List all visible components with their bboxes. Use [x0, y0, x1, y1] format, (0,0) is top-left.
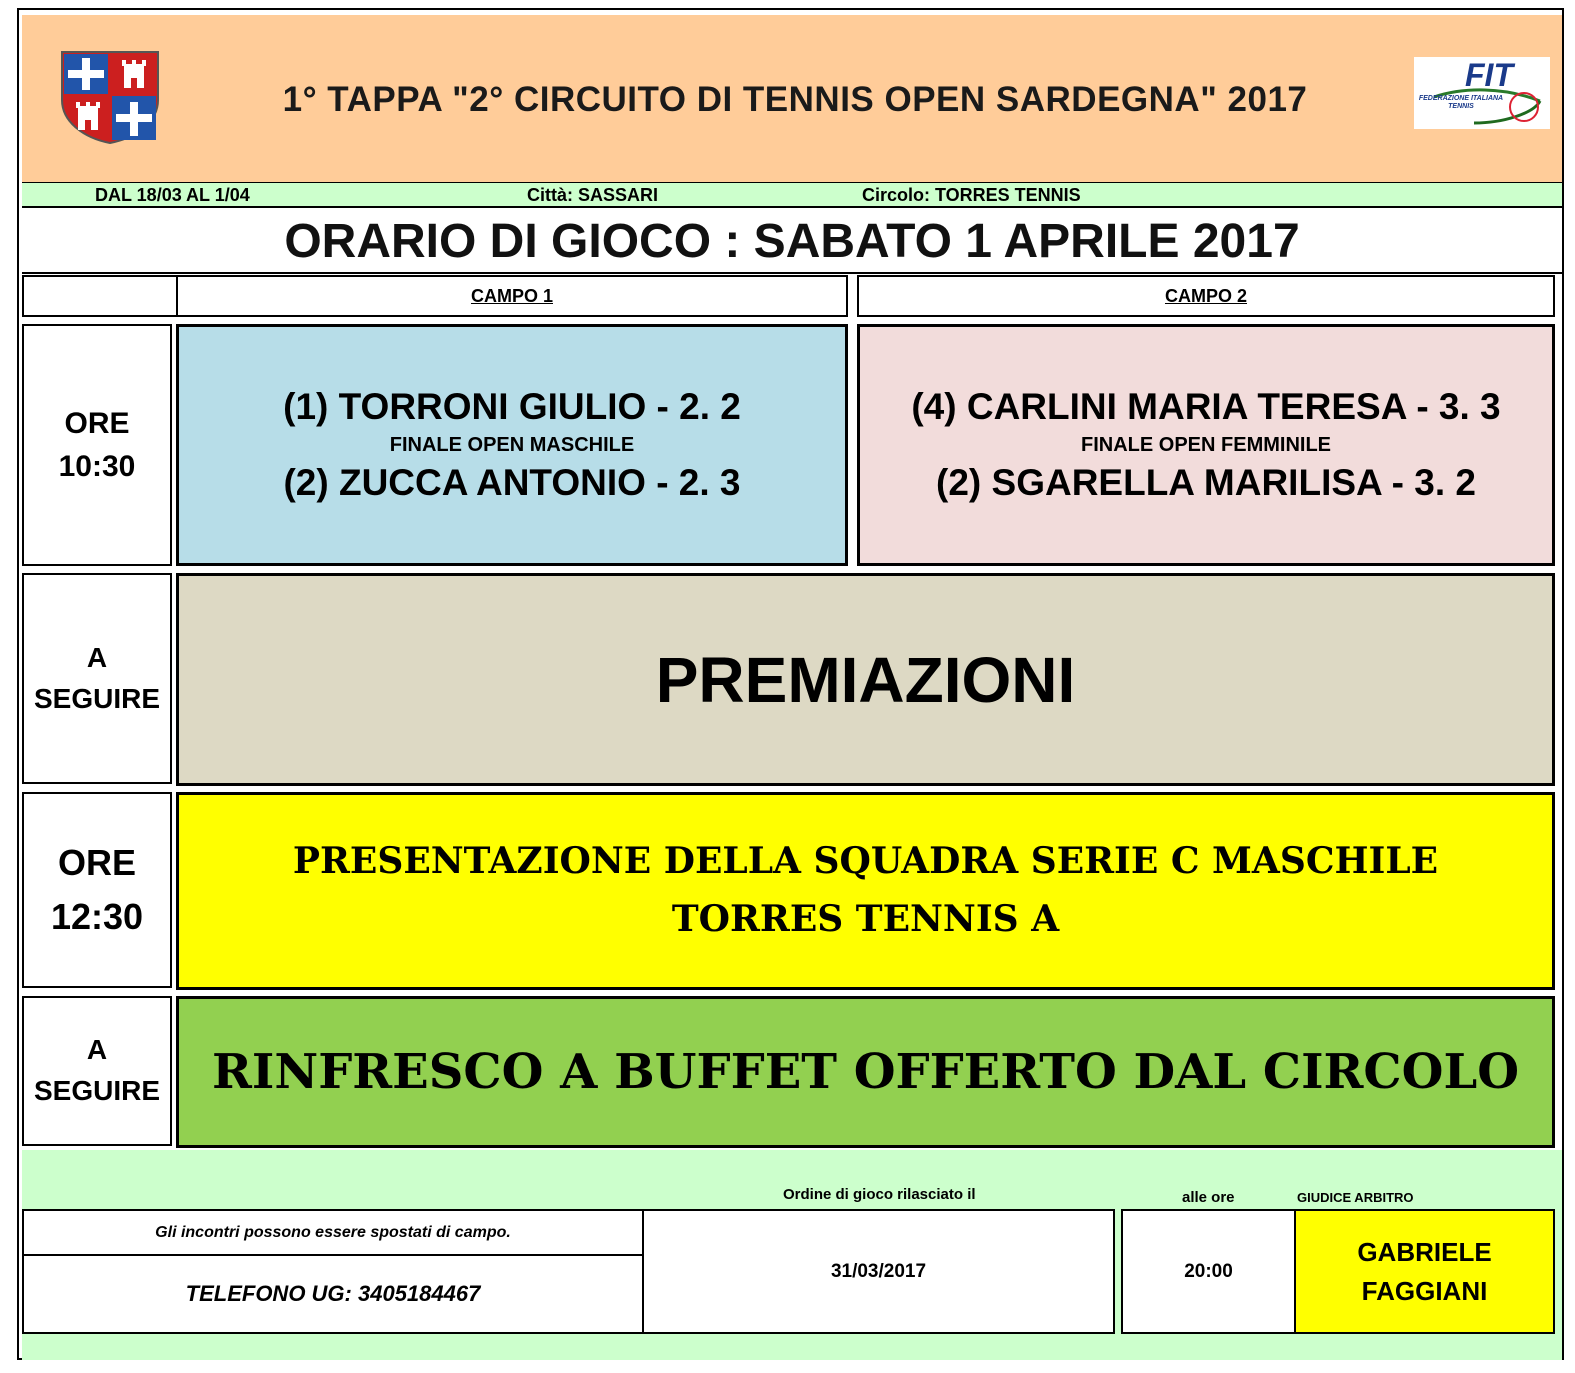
time-slot-2-line1: A: [86, 641, 108, 673]
order-time-box: [1121, 1209, 1296, 1334]
phone-box: [22, 1254, 644, 1334]
order-issued-label: Ordine di gioco rilasciato il: [783, 1186, 976, 1203]
team-presentation-event: PRESENTAZIONE DELLA SQUADRA SERIE C MASCHILE TORRES TENNIS A: [176, 792, 1555, 990]
court1-player1: (1) TORRONI GIULIO - 2. 2: [283, 385, 741, 427]
time-slot-1-line2: 10:30: [58, 450, 136, 483]
fit-logo-subtext: FEDERAZIONE ITALIANA TENNIS: [1418, 95, 1504, 110]
time-slot-1-line1: ORE: [64, 406, 130, 440]
court2-event: FINALE OPEN FEMMINILE: [1081, 434, 1331, 456]
court-header-2: CAMPO 2: [857, 275, 1555, 317]
order-date-box: [642, 1209, 1115, 1334]
time-slot-3: [22, 792, 172, 988]
order-time: 20:00: [1184, 1260, 1233, 1282]
coat-of-arms-logo: [58, 50, 162, 145]
court-header-1: CAMPO 1: [176, 275, 848, 317]
time-slot-4-line1: A: [86, 1034, 108, 1066]
time-issued-label: alle ore: [1182, 1189, 1235, 1206]
reschedule-note: Gli incontri possono essere spostati di campo.: [155, 1223, 511, 1241]
schedule-title: ORARIO DI GIOCO : SABATO 1 APRILE 2017: [22, 210, 1562, 274]
fit-logo-text: FIT: [1465, 57, 1513, 93]
court1-event: FINALE OPEN MASCHILE: [389, 434, 635, 456]
time-slot-4-line2: SEGUIRE: [33, 1075, 161, 1106]
time-slot-3-line2: 12:30: [50, 896, 144, 937]
court1-player2: (2) ZUCCA ANTONIO - 2. 3: [283, 462, 741, 503]
referee-box: [1294, 1209, 1555, 1334]
tournament-title: 1° TAPPA "2° CIRCUITO DI TENNIS OPEN SARDEGNA" 2017: [282, 80, 1308, 119]
time-slot-1: [22, 324, 172, 566]
fit-logo: [1414, 57, 1550, 129]
referee-last-name: FAGGIANI: [1361, 1275, 1488, 1306]
tournament-city: Città: SASSARI: [527, 185, 659, 205]
phone-number: TELEFONO UG: 3405184467: [185, 1281, 481, 1306]
time-slot-2-line2: SEGUIRE: [33, 682, 161, 714]
time-slot-3-line1: ORE: [57, 842, 136, 883]
match-court-1: [176, 324, 848, 566]
match-court-2: [857, 324, 1555, 566]
time-slot-4: [22, 996, 172, 1146]
buffet-event: RINFRESCO A BUFFET OFFERTO DAL CIRCOLO: [176, 996, 1555, 1148]
tournament-club: Circolo: TORRES TENNIS: [862, 185, 1081, 205]
referee-label: GIUDICE ARBITRO: [1297, 1190, 1414, 1205]
note-box: [22, 1209, 644, 1256]
time-slot-2: [22, 573, 172, 784]
awards-event: PREMIAZIONI: [176, 573, 1555, 786]
court-header-blank: [22, 275, 178, 317]
order-date: 31/03/2017: [830, 1260, 927, 1282]
info-row: [22, 182, 1562, 208]
court2-player2: (2) SGARELLA MARILISA - 3. 2: [936, 462, 1476, 503]
referee-first-name: GABRIELE: [1357, 1236, 1492, 1267]
court2-player1: (4) CARLINI MARIA TERESA - 3. 3: [911, 385, 1501, 427]
tournament-dates: DAL 18/03 AL 1/04: [95, 185, 250, 205]
